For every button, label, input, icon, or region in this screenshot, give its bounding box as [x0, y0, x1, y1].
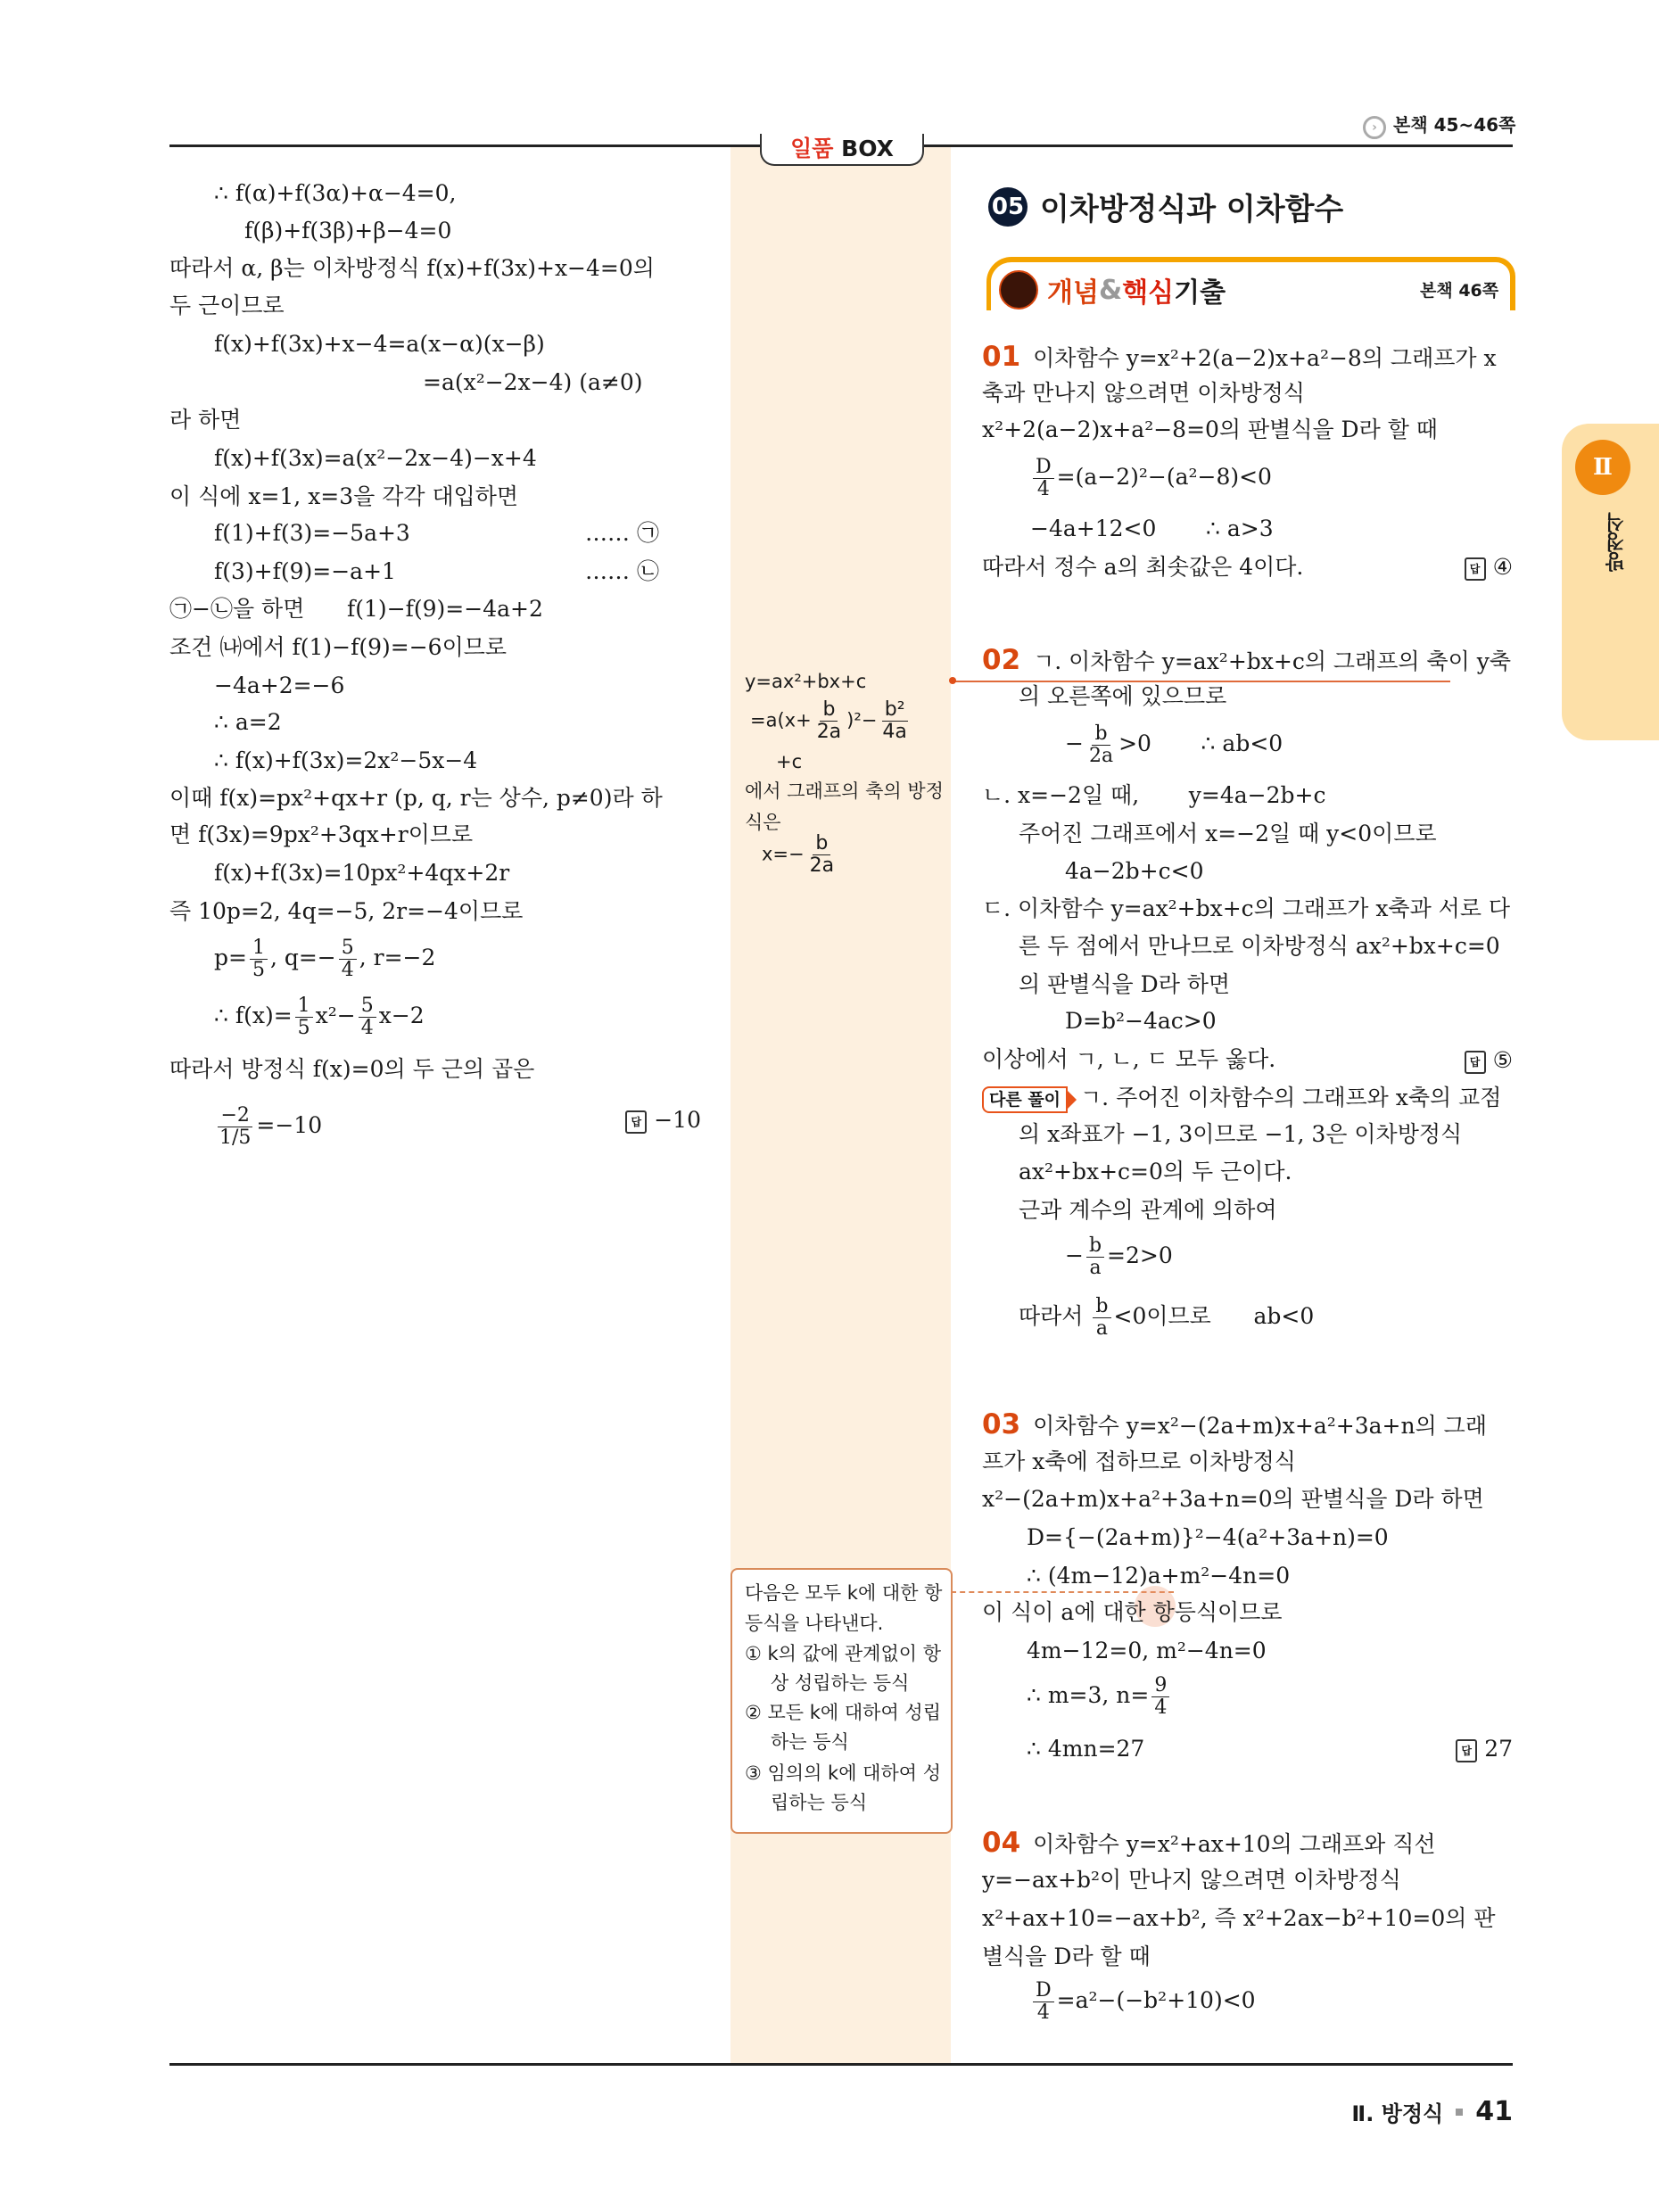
- text-run: 이차함수 y=x²+ax+10의 그래프와 직선: [1033, 1831, 1436, 1857]
- right-line: [1030, 515, 1274, 543]
- right-line: [1019, 682, 1226, 711]
- text-run: 립하는 등식: [771, 1792, 868, 1813]
- text-run: 른 두 점에서 만나므로 이차방정식 ax²+bx+c=0: [1019, 933, 1500, 959]
- denominator: 2a: [809, 854, 835, 877]
- text-run: 다음은 모두 k에 대한 항: [745, 1582, 943, 1604]
- numerator: b: [1093, 1296, 1110, 1318]
- fraction: [1086, 723, 1116, 767]
- right-line: [982, 1084, 1501, 1113]
- right-line: [1019, 820, 1437, 848]
- left-line: [169, 406, 241, 434]
- left-line: [244, 217, 451, 245]
- concept-word-1: 개념: [1047, 277, 1099, 309]
- right-line: [982, 1410, 1487, 1440]
- fraction: [217, 1105, 253, 1149]
- fraction: [250, 937, 268, 981]
- text-run: ㄱ. 이차함수 y=ax²+bx+c의 그래프의 축이 y축: [1033, 648, 1511, 674]
- text-run: −: [1065, 730, 1084, 756]
- denominator: 4: [341, 959, 354, 981]
- chapter-side-tab[interactable]: [1562, 424, 1659, 740]
- concept-ref: 본책 46쪽: [1420, 281, 1499, 301]
- answer-icon: 답: [625, 1110, 647, 1134]
- text-run: 주어진 그래프에서 x=−2일 때 y<0이므로: [1019, 821, 1437, 846]
- text-run: D=b²−4ac>0: [1065, 1008, 1217, 1034]
- right-line: [982, 416, 1438, 444]
- text-run: , r=−2: [359, 945, 436, 970]
- text-run: )²−: [846, 709, 878, 731]
- right-line: [982, 553, 1303, 582]
- answer-value: 27: [1484, 1736, 1513, 1762]
- text-run: 이 식이 a에 대한 항등식이므로: [982, 1599, 1283, 1625]
- chapter-numeral: Ⅱ: [1575, 440, 1630, 495]
- right-line: [1019, 1296, 1314, 1340]
- problem-number: 02: [982, 644, 1021, 676]
- text-run: f(1)+f(3)=−5a+3: [214, 520, 410, 546]
- tip-line: [771, 1669, 909, 1697]
- numerator: b: [820, 699, 838, 722]
- left-line: [214, 672, 344, 700]
- left-line: [214, 937, 435, 981]
- denominator: 4: [1154, 1696, 1168, 1719]
- text-run: ② 모든 k에 대하여 성립: [745, 1702, 941, 1723]
- mid-line: [762, 833, 839, 877]
- fraction: [295, 995, 313, 1039]
- answer-icon: 답: [1465, 1051, 1486, 1074]
- text-run: =2>0: [1107, 1242, 1173, 1268]
- fraction: [879, 699, 909, 743]
- left-line: [214, 444, 537, 473]
- answer-02: [1465, 1046, 1513, 1075]
- mid-line: [745, 777, 944, 805]
- text-run: 축과 만나지 않으려면 이차방정식: [982, 380, 1305, 406]
- problem-number: 04: [982, 1827, 1021, 1859]
- fraction: [1033, 457, 1054, 500]
- text-run: 에서 그래프의 축의 방정: [745, 780, 944, 802]
- left-line: [423, 368, 643, 397]
- text-run: 따라서 방정식 f(x)=0의 두 근의 곱은: [169, 1056, 535, 1082]
- text-run: 라 하면: [169, 407, 242, 433]
- right-line: [982, 1904, 1496, 1933]
- page-ref: [1363, 111, 1515, 139]
- left-line: [169, 254, 655, 283]
- text-run: ③ 임의의 k에 대하여 성: [745, 1762, 941, 1784]
- fraction: [1093, 1296, 1110, 1340]
- numerator: b²: [882, 699, 908, 722]
- tip-line: [745, 1639, 941, 1668]
- right-line: [1065, 1235, 1173, 1279]
- right-line: [982, 1828, 1436, 1859]
- text-run: 이차함수 y=x²+2(a−2)x+a²−8의 그래프가 x: [1033, 345, 1497, 371]
- text-run: ∴ f(α)+f(3α)+α−4=0,: [214, 180, 457, 206]
- text-run: x²+2(a−2)x+a²−8=0의 판별식을 D라 할 때: [982, 417, 1438, 442]
- right-line: [1019, 970, 1230, 999]
- left-line: [169, 595, 543, 623]
- right-line: [982, 1448, 1296, 1476]
- text-run: p=: [214, 945, 247, 970]
- right-line: [1027, 1523, 1389, 1552]
- numerator: 5: [339, 937, 357, 960]
- answer-value: −10: [654, 1107, 701, 1133]
- text-run: 근과 계수의 관계에 의하여: [1019, 1197, 1277, 1223]
- right-line: [1030, 1980, 1256, 2024]
- text-run: 이 식에 x=1, x=3을 각각 대입하면: [169, 483, 519, 509]
- text-run: 4a−2b+c<0: [1065, 858, 1204, 884]
- alt-solution-badge: 다른 풀이: [982, 1086, 1068, 1113]
- right-line: [1027, 1637, 1267, 1665]
- text-run: f(x)+f(3x)=10px²+4qx+2r: [214, 860, 510, 886]
- text-run: …… ㉡: [585, 558, 659, 584]
- bottom-rule: [169, 2063, 1513, 2066]
- right-line: [1065, 1007, 1217, 1036]
- numerator: b: [813, 833, 830, 855]
- denominator: 4: [1036, 2002, 1050, 2024]
- text-run: =a(x²−2x−4) (a≠0): [423, 369, 643, 395]
- left-line: [214, 859, 509, 887]
- denominator: 2a: [1088, 745, 1114, 767]
- text-run: >0 ∴ ab<0: [1118, 730, 1283, 756]
- mid-line: [745, 667, 866, 696]
- concept-title: [999, 270, 1226, 310]
- box-tab-red: 일품: [790, 136, 834, 161]
- right-line: [1019, 1196, 1277, 1225]
- fraction: [807, 833, 837, 877]
- answer-value: ④: [1492, 554, 1513, 580]
- right-line: [1030, 457, 1272, 500]
- denominator: 5: [297, 1017, 310, 1039]
- text-run: 두 근이므로: [169, 293, 285, 318]
- text-run: 별식을 D라 할 때: [982, 1944, 1151, 1969]
- fraction: [339, 937, 357, 981]
- text-run: 조건 ㈏에서 f(1)−f(9)=−6이므로: [169, 634, 508, 660]
- numerator: 1: [295, 995, 313, 1018]
- text-run: D={−(2a+m)}²−4(a²+3a+n)=0: [1027, 1524, 1389, 1550]
- text-run: x=−: [762, 843, 805, 865]
- fraction: [1033, 1980, 1054, 2024]
- left-line: [214, 708, 282, 737]
- right-line: [982, 1866, 1401, 1894]
- text-run: 식은: [745, 812, 781, 833]
- text-run: 이때 f(x)=px²+qx+r (p, q, r는 상수, p≠0)라 하: [169, 785, 663, 811]
- left-line: [169, 483, 518, 511]
- left-line: [214, 330, 545, 359]
- numerator: D: [1033, 1980, 1054, 2002]
- chapter-label: 방정식: [1605, 513, 1628, 572]
- text-run: ∴ 4mn=27: [1027, 1736, 1145, 1762]
- text-run: f(x)+f(3x)=a(x²−2x−4)−x+4: [214, 445, 537, 471]
- text-run: =a(x+: [750, 709, 812, 731]
- tip-line: [771, 1788, 867, 1817]
- text-run: y=ax²+bx+c: [745, 671, 867, 692]
- right-line: [982, 343, 1497, 373]
- text-run: ㄴ. x=−2일 때, y=4a−2b+c: [982, 782, 1326, 808]
- page-number: 41: [1475, 2096, 1513, 2127]
- text-run: x²−(2a+m)x+a²+3a+n=0의 판별식을 D라 하면: [982, 1486, 1484, 1512]
- concept-word-3: 기출: [1174, 277, 1226, 309]
- text-run: 따라서 정수 a의 최솟값은 4이다.: [982, 554, 1304, 580]
- right-line: [982, 781, 1325, 810]
- text-run: ∴ (4m−12)a+m²−4n=0: [1027, 1563, 1291, 1589]
- text-run: 의 오른쪽에 있으므로: [1019, 683, 1227, 709]
- right-line: [982, 379, 1305, 408]
- text-run: ㄱ. 주어진 이차함수의 그래프와 x축의 교점: [1080, 1085, 1502, 1110]
- text-run: =a²−(−b²+10)<0: [1056, 1987, 1256, 2013]
- text-run: …… ㉠: [585, 520, 659, 546]
- left-line: [169, 633, 507, 662]
- answer-left: [625, 1106, 701, 1135]
- left-line: [169, 821, 473, 849]
- text-run: 이차함수 y=x²−(2a+m)x+a²+3a+n의 그래: [1033, 1413, 1487, 1439]
- answer-icon: 답: [1456, 1739, 1477, 1762]
- left-line: [214, 557, 396, 586]
- right-line: [982, 1485, 1484, 1514]
- fraction: [1086, 1235, 1104, 1279]
- square-icon: [1456, 2109, 1463, 2116]
- text-run: 프가 x축에 접하므로 이차방정식: [982, 1449, 1296, 1474]
- text-run: ax²+bx+c=0의 두 근이다.: [1019, 1159, 1292, 1184]
- text-run: 따라서 α, β는 이차방정식 f(x)+f(3x)+x−4=0의: [169, 255, 655, 281]
- left-line: [585, 519, 659, 548]
- text-run: ∴ m=3, n=: [1027, 1682, 1150, 1708]
- text-run: f(3)+f(9)=−a+1: [214, 558, 396, 584]
- numerator: 1: [250, 937, 268, 960]
- text-run: 하는 등식: [771, 1731, 849, 1753]
- left-line: [169, 897, 523, 926]
- left-line: [214, 747, 477, 775]
- right-line: [982, 1598, 1283, 1627]
- tip-line: [745, 1609, 883, 1638]
- tip-line: [745, 1698, 941, 1727]
- concept-amp: &: [1098, 274, 1123, 306]
- pointer-dot-02: [949, 677, 956, 684]
- right-line: [982, 1943, 1151, 1971]
- text-run: +c: [776, 751, 803, 772]
- denominator: 1/5: [219, 1127, 252, 1149]
- tip-line: [745, 1579, 942, 1607]
- text-run: 이상에서 ㄱ, ㄴ, ㄷ 모두 옳다.: [982, 1046, 1276, 1072]
- fraction: [814, 699, 844, 743]
- text-run: y=−ax+b²이 만나지 않으려면 이차방정식: [982, 1867, 1401, 1893]
- denominator: a: [1095, 1317, 1109, 1340]
- text-run: , q=−: [269, 945, 336, 970]
- text-run: ∴ f(x)+f(3x)=2x²−5x−4: [214, 747, 478, 773]
- left-line: [214, 179, 456, 208]
- text-run: ㄷ. 이차함수 y=ax²+bx+c의 그래프가 x축과 서로 다: [982, 896, 1511, 921]
- tip-line: [745, 1759, 941, 1787]
- right-line: [982, 646, 1511, 676]
- arrow-circle-icon: ›: [1363, 116, 1386, 139]
- footer-chapter: Ⅱ. 방정식: [1351, 2101, 1444, 2126]
- denominator: 4: [360, 1017, 374, 1039]
- numerator: 5: [359, 995, 376, 1018]
- numerator: 9: [1151, 1675, 1169, 1697]
- section-title: [988, 185, 1343, 228]
- left-line: [585, 557, 659, 586]
- right-line: [982, 895, 1510, 923]
- numerator: b: [1086, 1235, 1104, 1258]
- numerator: D: [1033, 457, 1054, 479]
- fraction: [359, 995, 376, 1039]
- right-line: [1019, 1120, 1462, 1149]
- footer: [1351, 2096, 1513, 2127]
- left-line: [214, 1105, 322, 1149]
- numerator: −2: [218, 1105, 252, 1127]
- left-line: [214, 519, 410, 548]
- text-run: −: [1065, 1242, 1084, 1268]
- section-number: 05: [988, 187, 1028, 227]
- text-run: <0이므로 ab<0: [1113, 1303, 1315, 1329]
- text-run: −4a+2=−6: [214, 673, 345, 698]
- text-run: 따라서: [1019, 1303, 1091, 1329]
- book-icon: [999, 270, 1038, 310]
- text-run: ∴ a=2: [214, 709, 282, 735]
- left-line: [169, 784, 663, 813]
- answer-value: ⑤: [1492, 1047, 1513, 1073]
- text-run: f(β)+f(3β)+β−4=0: [244, 218, 452, 243]
- denominator: 4: [1036, 478, 1050, 500]
- text-run: x−2: [378, 1003, 425, 1028]
- text-run: ① k의 값에 관계없이 항: [745, 1643, 941, 1664]
- right-line: [982, 1045, 1275, 1074]
- right-line: [1019, 932, 1500, 961]
- text-run: 의 판별식을 D라 하면: [1019, 971, 1231, 997]
- right-line: [1019, 1158, 1292, 1186]
- numerator: b: [1092, 723, 1110, 746]
- text-run: ㉠−㉡을 하면 f(1)−f(9)=−4a+2: [169, 596, 543, 622]
- text-run: 즉 10p=2, 4q=−5, 2r=−4이므로: [169, 898, 524, 924]
- fraction: [1151, 1675, 1169, 1719]
- section-title-text: 이차방정식과 이차함수: [1040, 192, 1344, 227]
- mid-line: [750, 699, 912, 743]
- right-line: [1027, 1562, 1290, 1590]
- text-run: 면 f(3x)=9px²+3qx+r이므로: [169, 821, 474, 847]
- answer-icon: 답: [1465, 557, 1486, 581]
- denominator: 4a: [882, 721, 907, 743]
- text-run: ∴ f(x)=: [214, 1003, 293, 1028]
- right-line: [1065, 857, 1203, 886]
- denominator: 2a: [816, 721, 842, 743]
- tip-line: [771, 1728, 849, 1756]
- denominator: 5: [252, 959, 265, 981]
- text-run: x²−: [315, 1003, 356, 1028]
- answer-01: [1465, 553, 1513, 582]
- problem-number: 01: [982, 341, 1021, 373]
- problem-number: 03: [982, 1408, 1021, 1440]
- left-line: [214, 995, 425, 1039]
- text-run: 4m−12=0, m²−4n=0: [1027, 1638, 1267, 1663]
- answer-03: [1456, 1735, 1513, 1763]
- text-run: −4a+12<0 ∴ a>3: [1030, 516, 1274, 541]
- left-line: [169, 1055, 534, 1084]
- text-run: f(x)+f(3x)+x−4=a(x−α)(x−β): [214, 331, 545, 357]
- text-run: 상 성립하는 등식: [771, 1672, 910, 1694]
- text-run: =(a−2)²−(a²−8)<0: [1056, 464, 1272, 490]
- denominator: a: [1089, 1257, 1102, 1279]
- text-run: 의 x좌표가 −1, 3이므로 −1, 3은 이차방정식: [1019, 1121, 1463, 1147]
- text-run: 등식을 나타낸다.: [745, 1613, 884, 1634]
- left-line: [169, 292, 285, 320]
- text-run: =−10: [256, 1112, 323, 1138]
- page-ref-text: 본책 45~46쪽: [1393, 114, 1516, 136]
- right-line: [1027, 1675, 1172, 1719]
- concept-word-2: 핵심: [1122, 277, 1175, 309]
- ilpum-box-tab: [760, 134, 924, 166]
- right-line: [1065, 723, 1283, 767]
- right-line: [1027, 1735, 1144, 1763]
- box-tab-dark: BOX: [833, 136, 894, 161]
- mid-line: [776, 747, 802, 776]
- text-run: x²+ax+10=−ax+b², 즉 x²+2ax−b²+10=0의 판: [982, 1905, 1496, 1931]
